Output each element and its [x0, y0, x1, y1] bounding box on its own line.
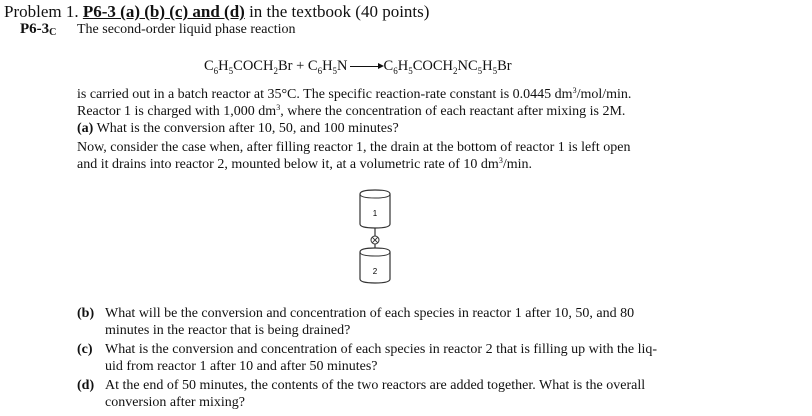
question-d: (d) At the end of 50 minutes, the contents of the two reactors are added together. What is the overall conversion after mixing? — [77, 378, 646, 410]
reaction-equation: $C_6H_5COCH_2Br + C_6H_5N$ $C_6H_5COCH_2NC_5H_5Br$ — [204, 58, 512, 76]
problem-header — [4, 2, 429, 22]
paragraph-1 — [77, 86, 631, 137]
reactor-2-label: 2 — [372, 267, 378, 276]
question-a: (a) What is the conversion after 10, 50, and 100 minutes? — [77, 121, 399, 136]
problem-code: $P6-3_C$ — [20, 21, 57, 38]
problem-intro: The second-order liquid phase reaction — [77, 22, 296, 37]
reactor-2 — [360, 248, 390, 283]
reactor-1-label: 1 — [372, 209, 378, 218]
reactor-diagram — [345, 187, 405, 287]
paragraph-2-line-1: Now, consider the case when, after filling reactor 1, the drain at the bottom of reactor 1 is left open — [77, 140, 631, 155]
drain-valve-icon — [371, 236, 379, 244]
assignment-link: P6-3 (a) (b) (c) and (d) — [82, 2, 245, 21]
problem-prefix: Problem 1. — [4, 2, 79, 21]
question-c: (c) What is the conversion and concentration of each species in reactor 2 that is filling up with the liq- uid from reactor 1 after 10 and after 50 minutes? — [77, 342, 658, 374]
header-suffix: in the textbook (40 points) — [249, 2, 430, 21]
paragraph-2-line-2: and it drains into reactor 2, mounted below it, at a volumetric rate of 10 $dm^3/\min$. — [77, 156, 532, 172]
paragraph-2 — [77, 139, 630, 173]
paragraph-1-line-1: is carried out in a batch reactor at 35°C. The specific reaction-rate constant is 0.0445 $dm^3/mol/\min$. — [77, 86, 632, 102]
question-b: (b) What will be the conversion and concentration of each species in reactor 1 after 10, 50, and 80 minutes in the reactor that is being drained? — [77, 306, 635, 338]
reactor-1 — [360, 190, 390, 228]
paragraph-1-line-2: Reactor 1 is charged with 1,000 $dm^3$, where the concentration of each reactant after mixing is 2M. — [77, 103, 626, 119]
reaction-arrow-icon — [350, 66, 382, 67]
